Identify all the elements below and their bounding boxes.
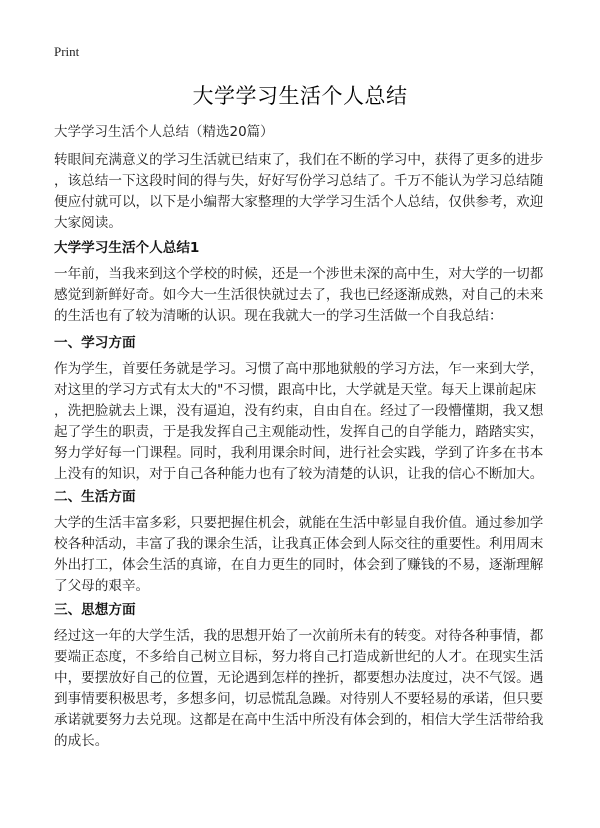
section-title: 大学学习生活个人总结1 bbox=[54, 240, 200, 256]
text-line: 外出打工，体会生活的真谛，在自力更生的同时，体会到了赚钱的不易，逐渐理解 bbox=[54, 557, 544, 573]
section-intro-paragraph bbox=[54, 264, 554, 327]
text-line: ，该总结一下这段时间的得与失，好好写份学习总结了。千万不能认为学习总结随 bbox=[54, 173, 544, 189]
text-line: 便应付就可以，以下是小编帮大家整理的大学学习生活个人总结，仅供参考，欢迎 bbox=[54, 194, 544, 210]
part-heading-study: 一、学习方面 bbox=[54, 335, 136, 351]
text-line: 了父母的艰辛。 bbox=[54, 578, 150, 594]
print-link[interactable]: Print bbox=[54, 44, 80, 59]
text-line: 作为学生，首要任务就是学习。习惯了高中那地狱般的学习方法，乍一来到大学， bbox=[54, 361, 544, 377]
text-line: 中，要摆放好自己的位置，无论遇到怎样的挫折，都要想办法度过，决不气馁。遇 bbox=[54, 670, 544, 686]
text-line: 感觉到新鲜好奇。如今大一生活很快就过去了，我也已经逐渐成熟，对自己的未来 bbox=[54, 287, 544, 303]
text-line: 一年前，当我来到这个学校的时候，还是一个涉世未深的高中生，对大学的一切都 bbox=[54, 266, 544, 282]
part-paragraph-study bbox=[54, 359, 554, 485]
text-line: 上没有的知识，对于自己各种能力也有了较为清楚的认识，让我的信心不断加大。 bbox=[54, 466, 544, 482]
text-line: 转眼间充满意义的学习生活就已结束了，我们在不断的学习中，获得了更多的进步 bbox=[54, 152, 544, 168]
text-line: ，洗把脸就去上课，没有逼迫，没有约束，自由自在。经过了一段懵懂期，我又想 bbox=[54, 403, 544, 419]
text-line: 承诺就要努力去兑现。这都是在高中生活中所没有体会到的，相信大学生活带给我 bbox=[54, 712, 544, 728]
part-paragraph-life bbox=[54, 513, 554, 597]
text-line: 要端正态度，不多给自己树立目标，努力将自己打造成新世纪的人才。在现实生活 bbox=[54, 649, 544, 665]
text-line: 大家阅读。 bbox=[54, 215, 122, 231]
page-title: 大学学习生活个人总结 bbox=[192, 84, 408, 108]
text-line: 的生活也有了较为清晰的认识。现在我就大一的学习生活做一个自我总结： bbox=[54, 308, 503, 324]
text-line: 校各种活动，丰富了我的课余生活，让我真正体会到人际交往的重要性。利用周末 bbox=[54, 536, 544, 552]
text-line: 大学的生活丰富多彩，只要把握住机会，就能在生活中彰显自我价值。通过参加学 bbox=[54, 515, 544, 531]
text-line: 的成长。 bbox=[54, 733, 109, 749]
text-line: 对这里的学习方式有太大的"不习惯，跟高中比，大学就是天堂。每天上课前起床 bbox=[54, 382, 537, 398]
text-line: 努力学好每一门课程。同时，我利用课余时间，进行社会实践，学到了许多在书本 bbox=[54, 445, 544, 461]
text-line: 经过这一年的大学生活，我的思想开始了一次前所未有的转变。对待各种事情，都 bbox=[54, 628, 544, 644]
intro-paragraph bbox=[54, 150, 554, 234]
text-line: 到事情要积极思考，多想多问，切忌慌乱急躁。对待别人不要轻易的承诺，但只要 bbox=[54, 691, 544, 707]
document-subtitle: 大学学习生活个人总结（精选20篇） bbox=[54, 124, 274, 140]
part-heading-life: 二、生活方面 bbox=[54, 489, 136, 505]
text-line: 起了学生的职责，于是我发挥自己主观能动性，发挥自己的自学能力，踏踏实实， bbox=[54, 424, 544, 440]
part-paragraph-thought bbox=[54, 626, 554, 752]
part-heading-thought: 三、思想方面 bbox=[54, 602, 136, 618]
